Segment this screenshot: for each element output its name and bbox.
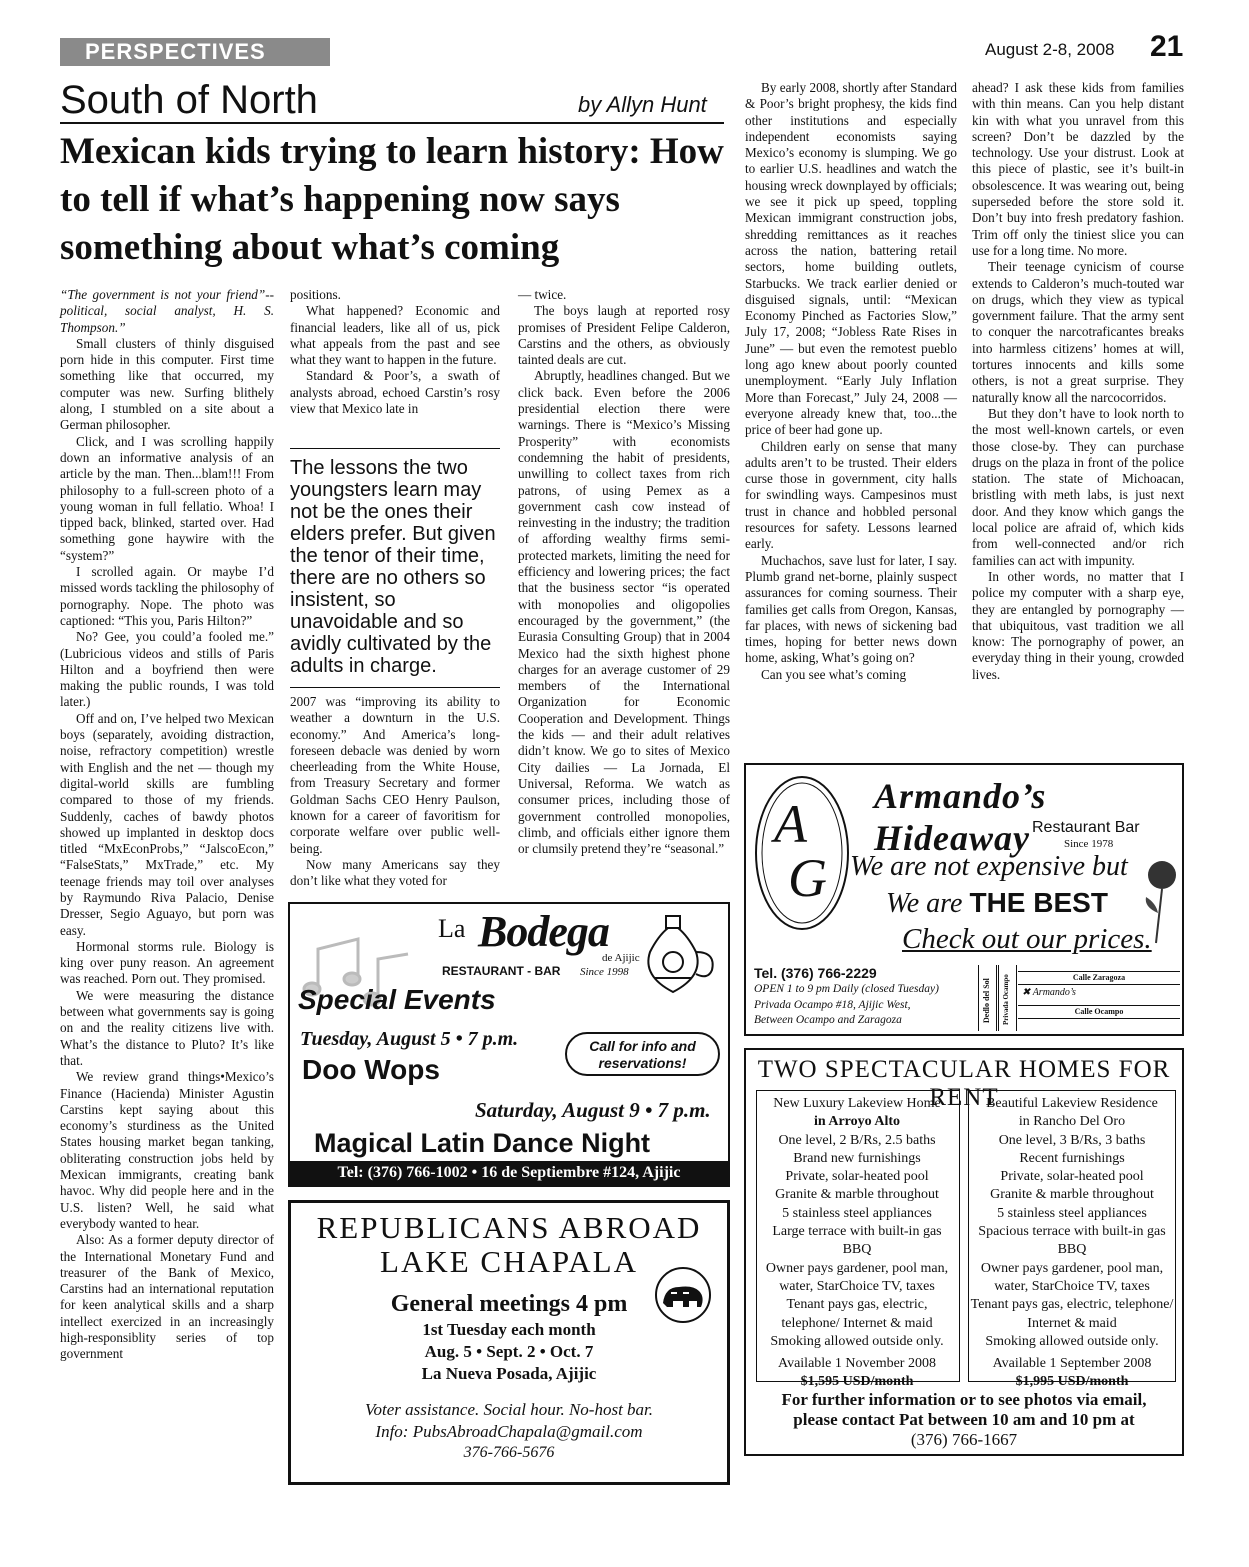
ad-la-bodega — [288, 902, 730, 1187]
rose-icon — [1138, 857, 1182, 947]
paragraph: Muchachos, save lust for later, I say. Plumb grand net-borne, plainly suspect assurances for coming sourness. Their families get calls from Oregon, Kansas, far places, with news of sickening bad times, hoping for better news down home, asking, What’s going on? — [745, 552, 957, 666]
ad-armandos-hideaway — [744, 763, 1184, 1036]
pull-quote: The lessons the two youngsters learn may not be the ones their elders prefer. But given the tenor of their time, there are no others so insistent, so unavoidable and so avidly cultivated by the adults in charge. — [290, 448, 500, 688]
armando-address-2: Between Ocampo and Zaragoza — [754, 1014, 902, 1026]
paragraph: I scrolled again. Or maybe I’d missed words tackling the philosophy of pornography. Nope. The photo was captioned: “This you, Paris Hilton?” — [60, 564, 274, 628]
article-column-2-bottom — [290, 694, 500, 890]
repub-title-1: REPUBLICANS ABROAD — [316, 1210, 702, 1245]
paragraph: Small clusters of thinly disguised porn hide in this computer. First time something like that occurred, my computer was new. Surfing blithely along, I stumbled on a site about a German philosopher. — [60, 335, 274, 433]
home2-line: One level, 3 B/Rs, 3 baths — [998, 1132, 1146, 1148]
repub-dates: Aug. 5 • Sept. 2 • Oct. 7 — [424, 1342, 594, 1361]
home1-line: Granite & marble throughout — [775, 1187, 939, 1203]
repub-when: 1st Tuesday each month — [422, 1320, 596, 1339]
armando-tel: Tel. (376) 766-2229 — [754, 965, 877, 981]
paragraph: Abruptly, headlines changed. But we click back. Even before the 2006 presidential election there were warnings. There is “Mexico’s Missing Prosperity” with economists condemning the habit of presidents, unwilling to collect taxes from rich patrons, of using Pemex as a government cash cow instead of reinvesting in the industry; the tradition of affording wealthy firms semi-protected markets, limiting the need for efficiency and lowering prices; the fact that the business sector “is operated with monopolies and oligopolies encouraged by the government,” (the Eurasia Consulting Group) that in 2004 Mexico had the sixth highest phone charges for an average customer of 29 members of the International Organization for Economic Cooperation and Development. Things the kids — and their adult relatives didn’t know. We go to sites of Mexico City dailies — La Jornada, El Universal, Reforma. We watch as consumer prices, including those of government controlled monopolies, climb, and officials either ignore them or clumsily pretend they’re “seasonal.” — [518, 368, 730, 857]
home1-line: Tenant pays gas, electric, telephone/ Internet & maid — [781, 1297, 933, 1331]
home1-line: One level, 2 B/Rs, 2.5 baths — [778, 1132, 936, 1148]
monogram-g: G — [788, 848, 827, 908]
home2-line: Recent furnishings — [1019, 1150, 1125, 1166]
home1-line: Large terrace with built-in gas BBQ — [772, 1224, 942, 1258]
homes-title: TWO SPECTACULAR HOMES FOR RENT — [757, 1056, 1171, 1111]
map-street-privada: Privada Ocampo — [1002, 974, 1010, 1025]
page-number: 21 — [1150, 30, 1184, 63]
home2-price: $1,995 USD/month — [1015, 1374, 1129, 1390]
bodega-name-la: La — [438, 914, 466, 943]
repub-email: Info: PubsAbroadChapala@gmail.com — [375, 1422, 643, 1441]
armando-name: Armando’s Hideaway — [874, 776, 1047, 858]
repub-meetings: General meetings 4 pm — [390, 1291, 628, 1317]
paragraph: In other words, no matter that I police my computer with a sharp eye, they are entangled by pornography — that ubiquitous, vast tradition we all know: The pornography of power, an everyday thing in their young, crowded lives. — [972, 568, 1184, 682]
event1-name: Doo Wops — [302, 1054, 440, 1085]
map-street-ocampo: Calle Ocampo — [1018, 1005, 1180, 1019]
headline: Mexican kids trying to learn history: How to tell if what’s happening now says something about what’s coming — [60, 131, 724, 268]
epigraph: “The government is not your friend”--political, social analyst, H. S. Thompson.” — [60, 287, 274, 335]
home1-line: Owner pays gardener, pool man, water, StarChoice TV, taxes — [765, 1260, 949, 1294]
paragraph: We review grand things•Mexico’s Finance (Hacienda) Minister Agustin Carstins kept saying about this economy’s sturdiness as the United States housing market began tanking, obliterating construction jobs held by Mexican immigrants, creating bank havoc. Why did people here and in the U.S. listen? Well, he said what everybody wanted to hear. — [60, 1069, 274, 1231]
paragraph: The boys laugh at reported rosy promises of President Felipe Calderon, Carstins and the others, as obviously tainted deals are cut. — [518, 303, 730, 368]
paragraph: Now many Americans say they don’t like what they voted for — [290, 856, 500, 889]
home1-line: Brand new furnishings — [793, 1150, 921, 1166]
call-for-info-badge: Call for info and reservations! — [565, 1032, 720, 1076]
repub-title-2: LAKE CHAPALA — [380, 1244, 638, 1279]
home1-line: 5 stainless steel appliances — [782, 1205, 932, 1221]
paragraph: — twice. — [518, 287, 567, 302]
armando-since: Since 1978 — [1064, 838, 1114, 850]
paragraph: What happened? Economic and financial leaders, like all of us, pick what appeals from the past and see what they want to happen in the future. — [290, 303, 500, 368]
republican-elephant-logo — [653, 1265, 713, 1325]
bodega-type: RESTAURANT - BAR — [442, 964, 561, 978]
home1-line: New Luxury Lakeview Home — [773, 1096, 941, 1111]
home1-available: Available 1 November 2008 — [778, 1356, 936, 1372]
home1-line: Private, solar-heated pool — [785, 1169, 929, 1185]
armando-tagline-3: Check out our prices. — [902, 923, 1152, 955]
event2-date: Saturday, August 9 • 7 p.m. — [475, 1098, 711, 1122]
bodega-name: Bodega — [478, 907, 609, 956]
headline-rule — [60, 122, 724, 124]
home2-line: Spacious terrace with built-in gas BBQ — [978, 1224, 1166, 1258]
special-events-title: Special Events — [298, 984, 496, 1015]
home2-details — [970, 1095, 1174, 1392]
map-marker: ✖ Armando’s — [1022, 987, 1076, 998]
home2-line: Owner pays gardener, pool man, water, StarChoice TV, taxes — [980, 1260, 1164, 1294]
paragraph: Can you see what’s coming — [761, 666, 907, 682]
homes-contact: For further information or to see photos via email, please contact Pat between 10 am and 10 pm at (376) 766-1667 — [781, 1390, 1147, 1449]
home2-location: in Rancho Del Oro — [1018, 1114, 1126, 1130]
paragraph: We were measuring the distance between what governments say is going on and the reality citizens live with. What’s the distance to Pluto? It’s like that. — [60, 987, 274, 1068]
repub-phone: 376-766-5676 — [463, 1444, 555, 1461]
event1-date: Tuesday, August 5 • 7 p.m. — [300, 1028, 519, 1050]
paragraph: Also: As a former deputy director of the International Monetary Fund and treasurer of the Bank of Mexico, Carstins had an international reputation for keen analytical skills and a sharp intellect exercized in an increasingly high-responsiblity series of top government — [60, 1232, 274, 1362]
paragraph: No? Gee, you could’a fooled me.” (Lubricious videos and stills of Paris Hilton and a boyfriend then were making the public rounds, I was told later.) — [60, 629, 274, 710]
article-column-5 — [972, 80, 1184, 683]
section-tag: PERSPECTIVES — [60, 38, 330, 66]
bodega-since: Since 1998 — [580, 966, 629, 978]
article-column-3 — [518, 287, 730, 857]
ad-homes-for-rent — [744, 1048, 1184, 1456]
article-column-2-top — [290, 287, 500, 417]
paragraph: Off and on, I’ve helped two Mexican boys (separately, avoiding distraction, noise, refractory competition) wrestle with English and the net — though my digital-world skills are fumbling compared to those of my friends. Suddenly, caches of bawdy photos showed up implanted in desktop docs titled “MxEconProbs,” “JalscoEcon,” “FalseStats,” MxTrade,” etc. My teenage friends may toil over analyses by Raymundo Riva Palacio, Denise Dresser, Segio Aguayo, but porn was easy. — [60, 710, 274, 938]
article-column-4 — [745, 80, 957, 683]
bodega-location: de Ajijic — [602, 952, 640, 964]
armando-location-map — [978, 965, 1180, 1031]
paragraph: Hormonal storms rule. Biology is king over puny reason. An agreement was reached. Porn out. They promised. — [60, 938, 274, 987]
paragraph: But they don’t have to look north to the most well-known cartels, or even those close-by. They can purchase drugs on the plaza in front of the police station. The state of Michoacan, bristling with meth labs, is just next door. And they know which gangs the local police are afraid of, which kids from well-connected and/or rich families can act with impunity. — [972, 405, 1184, 568]
event2-name: Magical Latin Dance Night — [314, 1128, 651, 1158]
article-column-1 — [60, 287, 274, 1363]
home2-available: Available 1 September 2008 — [992, 1356, 1152, 1372]
home2-line: Smoking allowed outside only. — [985, 1333, 1159, 1349]
paragraph: By early 2008, shortly after Standard & Poor’s bright prophesy, the kids find other institutions and especially independent economists saying Mexico’s economy is slumping. We go to earlier U.S. headlines and watch the housing wreck downplayed by officials; we see it pick up speed, toppling Mexican immigrant construction jobs, shredding remittances as it reaches across the nation, battering retail sectors, home building outlets, Starbucks. We track earlier denied or disguised signals, until: “Mexican Economy Pinched as Factories Slow,” July 17, 2008; “Jobless Rate Rises in June” — but even the remotest pueblo long ago knew about poorly counted unemployment. “Early July Inflation More than Forecast,” July 24, 2008 — everyone already knew that, too...the price of beer had gone up. — [745, 80, 957, 438]
paragraph: positions. — [290, 287, 341, 302]
paragraph: 2007 was “improving its ability to weather a downturn in the U.S. economy.” And America’s long-foreseen debacle was denied by worn cheerleading from the White House, from Treasury Secretary and former Goldman Sachs CEO Henry Paulson, known for a career of favoritism for corporate welfare over public well-being. — [290, 694, 500, 856]
ad-republicans-abroad — [288, 1200, 730, 1485]
armando-address-1: Privada Ocampo #18, Ajijic West, — [754, 999, 911, 1011]
armando-tagline-1: We are not expensive but — [850, 851, 1128, 882]
paragraph: Their teenage cynicism of course extends to Calderon’s much-touted war on drugs, which they view as typical government failure. That the army sent to conquer the narcotraficantes breaks into harmless citizens’ homes at will, tortures innocents and kills some others, is not a great surprise. They naturally know all the narcocorridos. — [972, 259, 1184, 405]
repub-extra: Voter assistance. Social hour. No-host bar. — [364, 1400, 654, 1419]
paragraph: ahead? I ask these kids from families with thin means. Can you help distant kin with what you unravel from this screen? Don’t be dazzled by the technology. Use your distrust. Look at this piece of plastic, see it’s built-in obsolescence. It was wearing out, being superseded before the store sold it. Don’t buy into fresh predatory fashion. Trim off only the tiniest slice you can use for a long time. No more. — [972, 80, 1184, 258]
home1-price: $1,595 USD/month — [800, 1374, 914, 1390]
home2-line: Tenant pays gas, electric, telephone/ Internet & maid — [970, 1297, 1174, 1331]
paragraph: Click, and I was scrolling happily down an informative analysis of an article by the man. Then...blam!!! From philosophy to a full-screen photo of a young woman in full fellatio. Whoa! I tipped back, blinked, started over. Had something gone haywire with the “system?” — [60, 433, 274, 563]
repub-venue: La Nueva Posada, Ajijic — [421, 1364, 597, 1383]
map-street-zaragoza: Calle Zaragoza — [1018, 971, 1180, 985]
issue-date: August 2-8, 2008 — [985, 40, 1115, 59]
home2-line: Granite & marble throughout — [990, 1187, 1154, 1203]
paragraph: Standard & Poor’s, a swath of analysts abroad, echoed Carstin’s rosy view that Mexico late in — [290, 368, 500, 417]
home2-line: Private, solar-heated pool — [1000, 1169, 1144, 1185]
armando-tagline-2: We are THE BEST — [886, 887, 1108, 919]
map-street-dedlo: Dedlo del Sol — [982, 978, 991, 1023]
paragraph: Children early on sense that many adults aren’t to be trusted. Their elders curse those in government, city halls for swindling ways. Campesinos must trust in chance and hobbled personal resources for safety. Lessons learned early. — [745, 438, 957, 552]
home1-line: Smoking allowed outside only. — [770, 1333, 944, 1349]
armando-type: Restaurant Bar — [1032, 819, 1140, 836]
monogram-a: A — [774, 794, 807, 854]
armando-hours: OPEN 1 to 9 pm Daily (closed Tuesday) — [754, 983, 939, 995]
home2-line: Beautiful Lakeview Residence — [986, 1096, 1158, 1111]
home2-line: 5 stainless steel appliances — [997, 1205, 1147, 1221]
pottery-jug-icon — [628, 912, 728, 1000]
bodega-contact-bar: Tel: (376) 766-1002 • 16 de Septiembre #124, Ajijic — [290, 1161, 728, 1185]
column-name: South of North — [60, 78, 318, 122]
home1-location: in Arroyo Alto — [813, 1114, 901, 1130]
byline: by Allyn Hunt — [578, 92, 707, 117]
home1-details — [757, 1095, 957, 1392]
